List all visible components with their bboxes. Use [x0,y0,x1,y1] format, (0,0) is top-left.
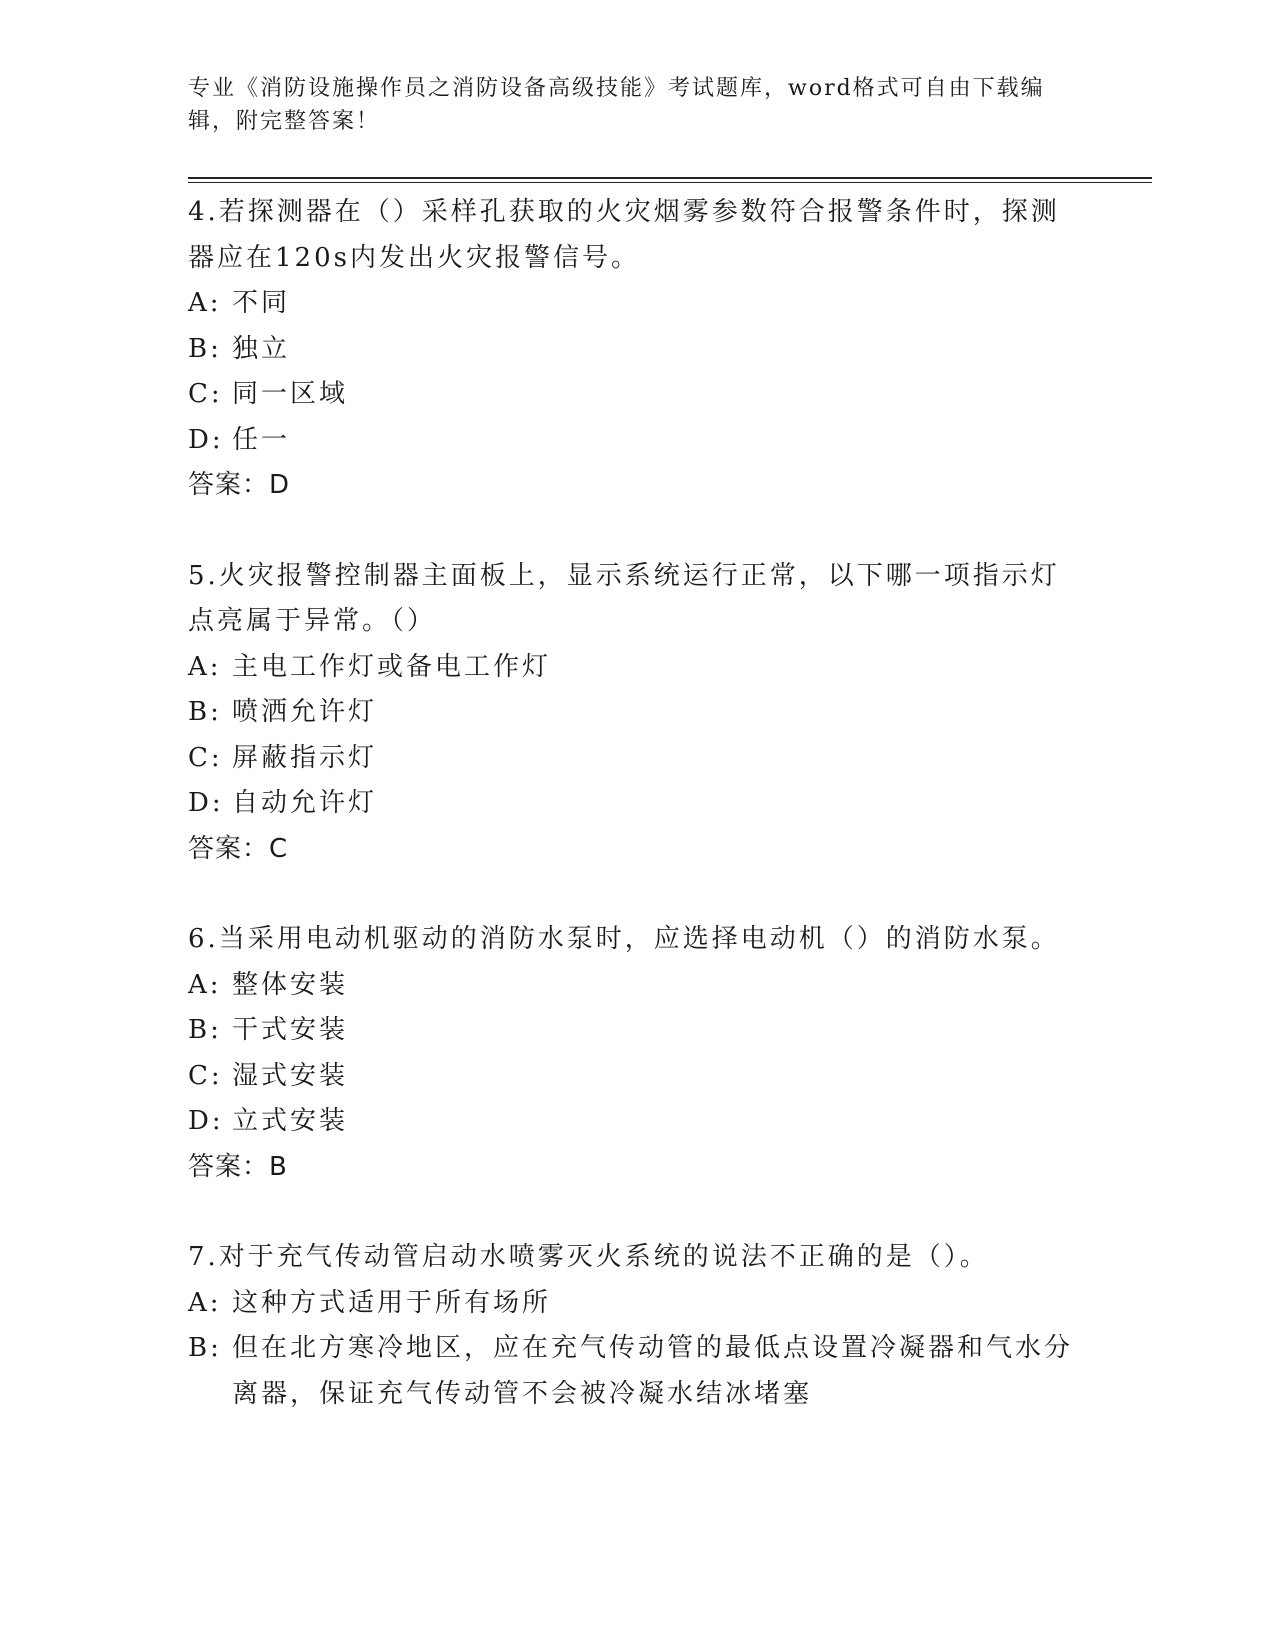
question-text: 5.火灾报警控制器主面板上，显示系统运行正常，以下哪一项指示灯点亮属于异常。（） [188,560,1060,636]
option-key: A: [188,1287,222,1318]
option-text: 任一 [232,424,291,455]
option-text: 不同 [232,288,291,318]
option-key: B: [188,333,222,364]
question-list [188,190,1088,1462]
question-4 [188,190,1088,509]
option-key: A: [188,969,222,1000]
option-a [188,963,1088,1009]
option-b [188,1008,1088,1054]
option-text: 喷洒允许灯 [232,697,378,727]
option-text: 自动允许灯 [232,788,378,818]
option-key: C: [188,742,223,773]
option-text: 屏蔽指示灯 [232,742,378,773]
option-key: A: [188,651,222,682]
document-header: 专业《消防设施操作员之消防设备高级技能》考试题库，word格式可自由下载编辑，附完整答案！ [188,76,1045,134]
option-c [188,372,1088,418]
option-text: 独立 [232,333,291,364]
option-key: D: [188,424,224,455]
option-text: 干式安装 [232,1015,349,1045]
option-c [188,1054,1088,1100]
option-text: 湿式安装 [232,1060,349,1091]
option-text: 但在北方寒冷地区，应在充气传动管的最低点设置冷凝器和气水分离器，保证充气传动管不会被冷凝水结冰堵塞 [232,1333,1074,1409]
option-text: 主电工作灯或备电工作灯 [232,651,552,682]
option-key: C: [188,379,223,409]
option-c [188,736,1088,782]
option-b [188,690,1088,736]
option-key: C: [188,1060,223,1091]
answer-line: 答案：D [188,470,291,500]
question-5 [188,554,1088,873]
option-b [188,327,1088,373]
question-text: 6.当采用电动机驱动的消防水泵时，应选择电动机（）的消防水泵。 [188,924,1060,954]
option-key: B: [188,697,222,727]
option-d [188,781,1088,827]
question-text: 4.若探测器在（）采样孔获取的火灾烟雾参数符合报警条件时，探测器应在120s内发出火灾报警信号。 [188,197,1060,273]
header-divider-thick [188,177,1152,179]
option-key: D: [188,1106,224,1136]
header-divider-thin [188,182,1152,183]
option-key: D: [188,788,224,818]
option-d [188,418,1088,464]
option-a [188,645,1088,691]
question-7 [188,1235,1088,1417]
option-text: 整体安装 [232,969,349,1000]
option-text: 这种方式适用于所有场所 [232,1287,552,1318]
option-key: B: [188,1015,222,1045]
option-a [188,1281,1088,1327]
answer-line: 答案：C [188,833,289,864]
option-text: 同一区域 [232,379,349,409]
option-key: A: [188,288,222,318]
option-b [188,1326,1088,1417]
option-text: 立式安装 [232,1106,349,1136]
question-text: 7.对于充气传动管启动水喷雾灭火系统的说法不正确的是（）。 [188,1242,989,1272]
answer-line: 答案：B [188,1151,288,1182]
question-6 [188,917,1088,1190]
option-key: B: [188,1333,222,1363]
option-a [188,281,1088,327]
option-d [188,1099,1088,1145]
